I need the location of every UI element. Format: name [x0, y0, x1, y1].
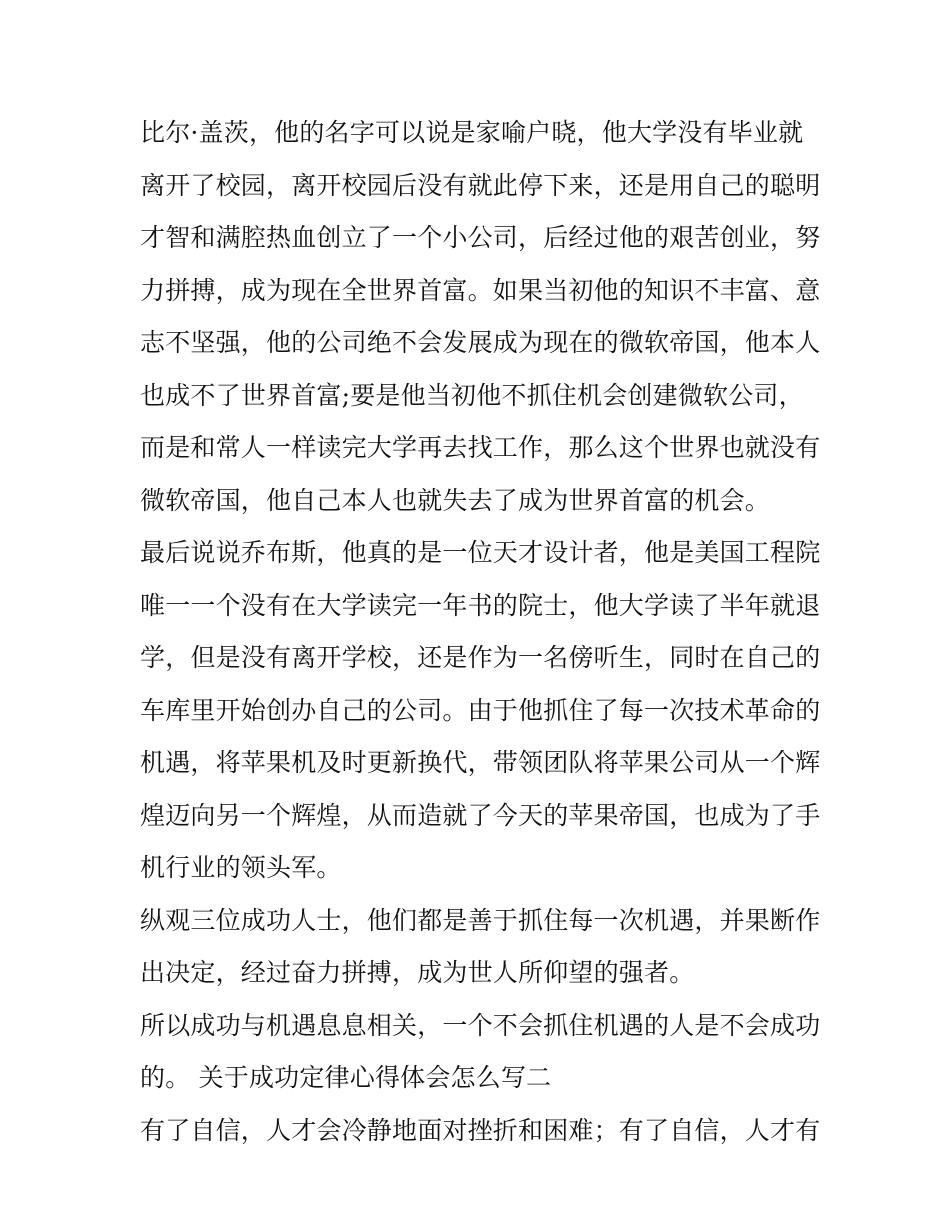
text-line: 离开了校园，离开校园后没有就此停下来，还是用自己的聪明: [140, 170, 821, 200]
text-line: 机行业的领头军。: [140, 853, 342, 882]
text-line: 纵观三位成功人士，他们都是善于抓住每一次机遇，并果断作: [140, 905, 821, 935]
text-line: 比尔·盖茨，他的名字可以说是家喻户晓，他大学没有毕业就: [140, 118, 804, 147]
text-line: 志不坚强，他的公司绝不会发展成为现在的微软帝国，他本人: [140, 328, 821, 357]
text-line: 所以成功与机遇息息相关，一个不会抓住机遇的人是不会成功: [140, 1010, 821, 1040]
text-line: 也成不了世界首富;要是他当初他不抓住机会创建微软公司，: [140, 380, 804, 410]
text-line: 而是和常人一样读完大学再去找工作，那么这个世界也就没有: [140, 433, 821, 462]
text-line: 力拼搏，成为现在全世界首富。如果当初他的知识不丰富、意: [140, 275, 821, 305]
text-line: 最后说说乔布斯，他真的是一位天才设计者，他是美国工程院: [140, 538, 821, 567]
text-line: 煌迈向另一个辉煌，从而造就了今天的苹果帝国，也成为了手: [140, 800, 821, 830]
text-line: 唯一一个没有在大学读完一年书的院士，他大学读了半年就退: [140, 590, 821, 620]
text-line: 有了自信，人才会冷静地面对挫折和困难；有了自信，人才有: [140, 1115, 821, 1145]
text-line: 机遇，将苹果机及时更新换代，带领团队将苹果公司从一个辉: [140, 748, 821, 777]
text-line: 微软帝国，他自己本人也就失去了成为世界首富的机会。: [140, 485, 771, 515]
text-line: 的。 关于成功定律心得体会怎么写二: [140, 1063, 552, 1092]
text-line: 学，但是没有离开学校，还是作为一名傍听生，同时在自己的: [140, 643, 821, 672]
text-line: 车库里开始创办自己的公司。由于他抓住了每一次技术革命的: [140, 695, 821, 725]
text-line: 出决定，经过奋力拼搏，成为世人所仰望的强者。: [140, 958, 695, 987]
text-line: 才智和满腔热血创立了一个小公司，后经过他的艰苦创业，努: [140, 223, 821, 252]
body-text: [140, 107, 830, 1157]
